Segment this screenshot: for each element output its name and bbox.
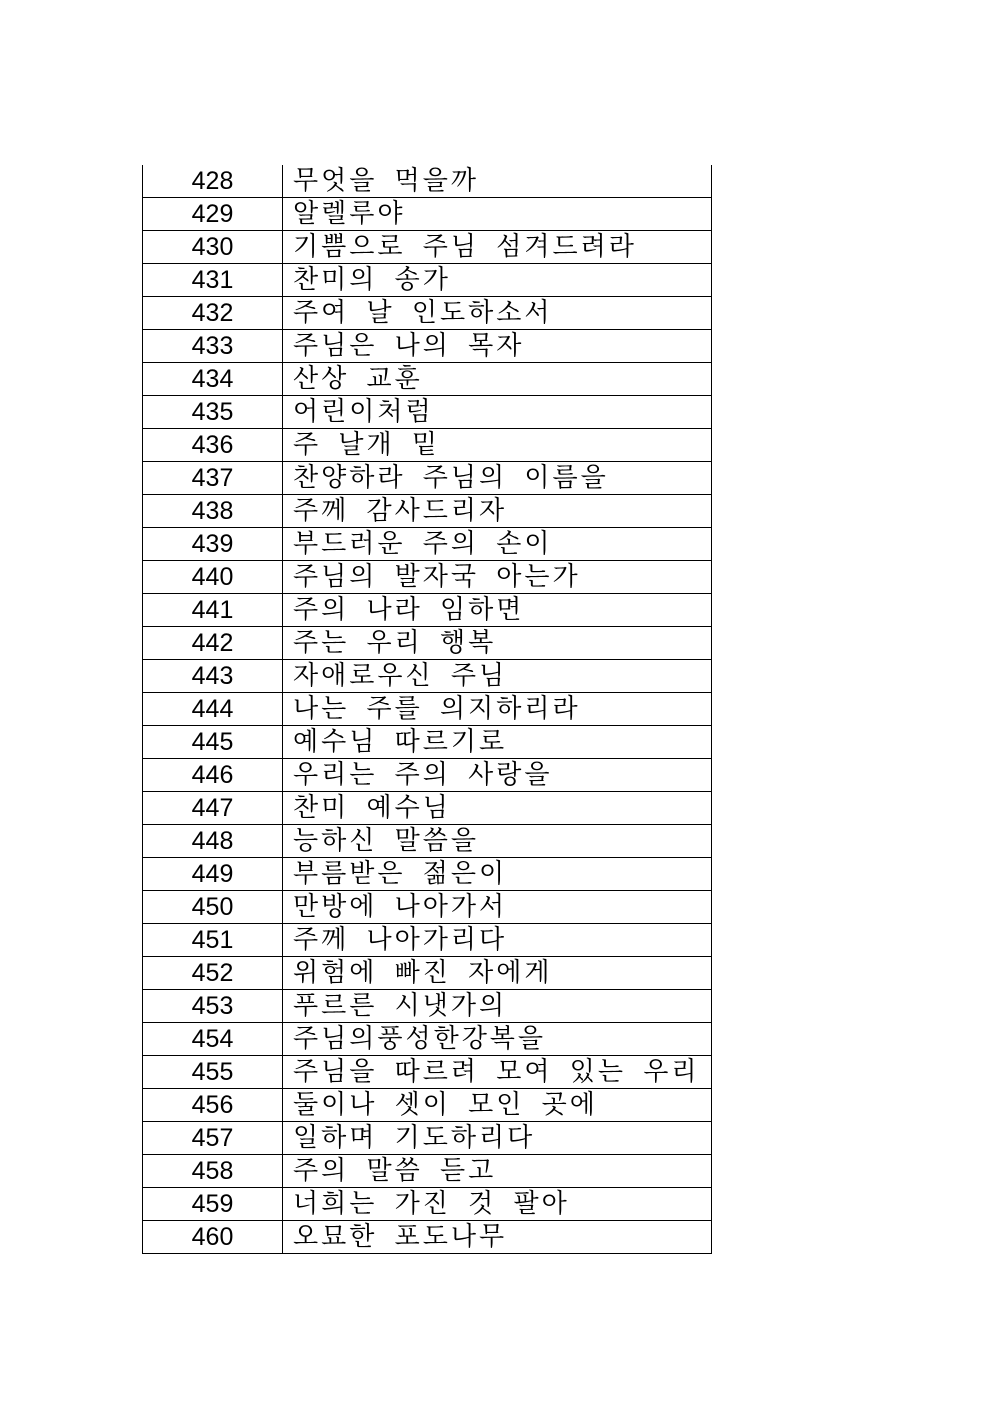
hymn-number-cell: 460 — [143, 1221, 283, 1254]
hymn-title-cell: 무엇을 먹을까 — [283, 165, 712, 198]
table-row — [143, 1155, 712, 1188]
hymn-number-cell: 444 — [143, 693, 283, 726]
hymn-title-cell: 주 날개 밑 — [283, 429, 712, 462]
hymn-number-cell: 431 — [143, 264, 283, 297]
table-row — [143, 495, 712, 528]
table-row — [143, 660, 712, 693]
table-row — [143, 297, 712, 330]
hymn-number-cell: 440 — [143, 561, 283, 594]
hymn-title-cell: 부름받은 젊은이 — [283, 858, 712, 891]
hymn-title-cell: 주여 날 인도하소서 — [283, 297, 712, 330]
hymn-number-cell: 452 — [143, 957, 283, 990]
hymn-title-cell: 오묘한 포도나무 — [283, 1221, 712, 1254]
hymn-number-cell: 449 — [143, 858, 283, 891]
hymn-title-cell: 어린이처럼 — [283, 396, 712, 429]
hymn-number-cell: 429 — [143, 198, 283, 231]
hymn-title-cell: 만방에 나아가서 — [283, 891, 712, 924]
hymn-title-cell: 기쁨으로 주님 섬겨드려라 — [283, 231, 712, 264]
table-row — [143, 858, 712, 891]
hymn-title-cell: 산상 교훈 — [283, 363, 712, 396]
hymn-number-cell: 430 — [143, 231, 283, 264]
hymn-number-cell: 448 — [143, 825, 283, 858]
table-row — [143, 957, 712, 990]
table-row — [143, 330, 712, 363]
hymn-title-cell: 주님의풍성한강복을 — [283, 1023, 712, 1056]
table-row — [143, 1023, 712, 1056]
hymn-title-cell: 우리는 주의 사랑을 — [283, 759, 712, 792]
hymn-number-cell: 441 — [143, 594, 283, 627]
hymn-number-cell: 447 — [143, 792, 283, 825]
table-row — [143, 363, 712, 396]
table-row — [143, 825, 712, 858]
table-row — [143, 1089, 712, 1122]
hymn-table-body — [143, 165, 712, 1254]
hymn-title-cell: 찬미 예수님 — [283, 792, 712, 825]
hymn-number-cell: 434 — [143, 363, 283, 396]
table-row — [143, 1056, 712, 1089]
hymn-title-cell: 주는 우리 행복 — [283, 627, 712, 660]
table-row — [143, 924, 712, 957]
table-row — [143, 429, 712, 462]
hymn-title-cell: 주께 감사드리자 — [283, 495, 712, 528]
table-row — [143, 396, 712, 429]
table-row — [143, 1122, 712, 1155]
table-row — [143, 231, 712, 264]
hymn-number-cell: 442 — [143, 627, 283, 660]
hymn-number-cell: 454 — [143, 1023, 283, 1056]
hymn-number-cell: 450 — [143, 891, 283, 924]
hymn-number-cell: 453 — [143, 990, 283, 1023]
hymn-title-cell: 주님을 따르려 모여 있는 우리 — [283, 1056, 712, 1089]
table-row — [143, 891, 712, 924]
hymn-number-cell: 456 — [143, 1089, 283, 1122]
hymn-number-cell: 458 — [143, 1155, 283, 1188]
hymn-number-cell: 432 — [143, 297, 283, 330]
hymn-title-cell: 위험에 빠진 자에게 — [283, 957, 712, 990]
hymn-number-cell: 438 — [143, 495, 283, 528]
hymn-title-cell: 부드러운 주의 손이 — [283, 528, 712, 561]
hymn-title-cell: 나는 주를 의지하리라 — [283, 693, 712, 726]
hymn-number-cell: 437 — [143, 462, 283, 495]
hymn-number-cell: 459 — [143, 1188, 283, 1221]
hymn-number-cell: 428 — [143, 165, 283, 198]
hymn-number-cell: 457 — [143, 1122, 283, 1155]
hymn-number-cell: 439 — [143, 528, 283, 561]
hymn-number-cell: 455 — [143, 1056, 283, 1089]
hymn-number-cell: 446 — [143, 759, 283, 792]
table-row — [143, 1188, 712, 1221]
hymn-title-cell: 주께 나아가리다 — [283, 924, 712, 957]
hymn-title-cell: 자애로우신 주님 — [283, 660, 712, 693]
table-row — [143, 990, 712, 1023]
table-row — [143, 264, 712, 297]
table-row — [143, 528, 712, 561]
hymn-title-cell: 주님의 발자국 아는가 — [283, 561, 712, 594]
hymn-number-cell: 435 — [143, 396, 283, 429]
hymn-table — [142, 165, 712, 1254]
hymn-number-cell: 436 — [143, 429, 283, 462]
hymn-title-cell: 너희는 가진 것 팔아 — [283, 1188, 712, 1221]
hymn-title-cell: 찬양하라 주님의 이름을 — [283, 462, 712, 495]
hymn-title-cell: 주의 말씀 듣고 — [283, 1155, 712, 1188]
table-row — [143, 462, 712, 495]
hymn-number-cell: 445 — [143, 726, 283, 759]
hymn-number-cell: 443 — [143, 660, 283, 693]
hymn-title-cell: 예수님 따르기로 — [283, 726, 712, 759]
hymn-title-cell: 주의 나라 임하면 — [283, 594, 712, 627]
table-row — [143, 1221, 712, 1254]
hymn-title-cell: 능하신 말씀을 — [283, 825, 712, 858]
table-row — [143, 759, 712, 792]
hymn-title-cell: 주님은 나의 목자 — [283, 330, 712, 363]
table-row — [143, 594, 712, 627]
table-row — [143, 561, 712, 594]
hymn-title-cell: 둘이나 셋이 모인 곳에 — [283, 1089, 712, 1122]
hymn-title-cell: 일하며 기도하리다 — [283, 1122, 712, 1155]
table-row — [143, 198, 712, 231]
table-row — [143, 792, 712, 825]
hymn-number-cell: 451 — [143, 924, 283, 957]
hymn-title-cell: 찬미의 송가 — [283, 264, 712, 297]
table-row — [143, 627, 712, 660]
table-row — [143, 165, 712, 198]
table-row — [143, 726, 712, 759]
hymn-title-cell: 알렐루야 — [283, 198, 712, 231]
hymn-number-cell: 433 — [143, 330, 283, 363]
table-row — [143, 693, 712, 726]
hymn-title-cell: 푸르른 시냇가의 — [283, 990, 712, 1023]
